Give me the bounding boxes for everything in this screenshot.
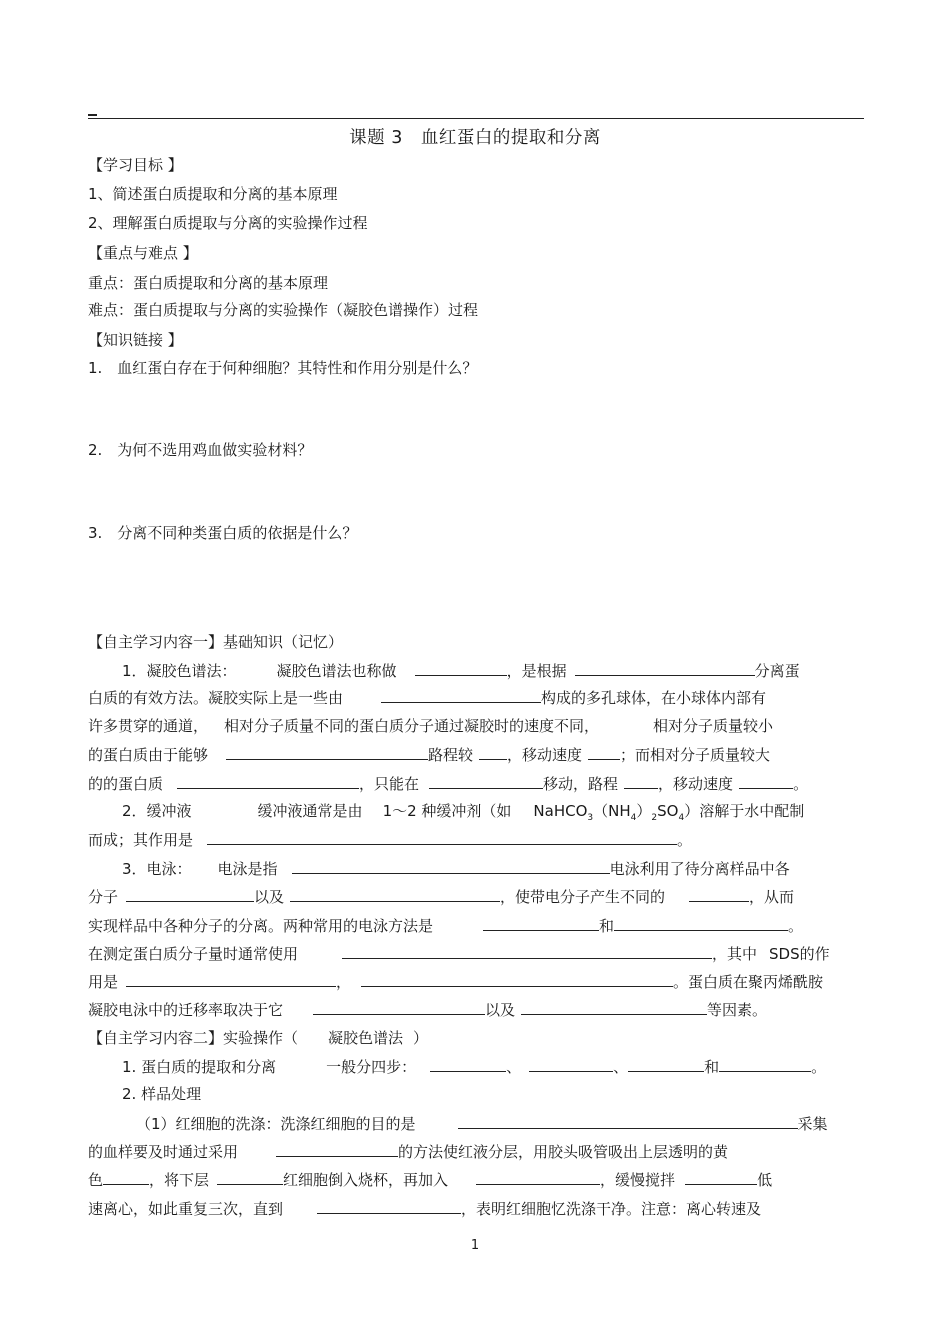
blank[interactable] [458, 1113, 798, 1129]
key-point-2: 难点：蛋白质提取与分离的实验操作（凝胶色谱操作）过程 [88, 301, 479, 319]
gel-line-1: 1．凝胶色谱法： 凝胶色谱法也称做 ，是根据 分离蛋 [122, 662, 800, 680]
blank[interactable] [207, 829, 677, 845]
page-number: 1 [470, 1238, 480, 1253]
blank[interactable] [739, 773, 793, 789]
gel-line-2: 白质的有效方法。凝胶实际上是一些由 构成的多孔球体，在小球体内部有 [88, 689, 767, 707]
blank[interactable] [415, 660, 507, 676]
gel-line-3: 许多贯穿的通道， 相对分子质量不同的蛋白质分子通过凝胶时的速度不同， 相对分子质量较小 [88, 717, 774, 735]
gel-line-4: 的蛋白质由于能够 路程较 ，移动速度 ；而相对分子质量较大 [88, 746, 771, 764]
self-study-1-heading: 【自主学习内容一】基础知识（记忆） [88, 633, 344, 651]
header-mark [88, 114, 97, 116]
blank[interactable] [292, 858, 610, 874]
blank[interactable] [685, 1169, 757, 1185]
blank[interactable] [290, 886, 500, 902]
question-1: 1. 血红蛋白存在于何种细胞？其特性和作用分别是什么？ [88, 359, 478, 377]
operation-line-1: 1. 蛋白质的提取和分离 一般分四步： 、 、 和 。 [122, 1058, 827, 1076]
goal-1: 1、简述蛋白质提取和分离的基本原理 [88, 185, 338, 203]
blank[interactable] [624, 773, 658, 789]
section-knowledge-link: 【知识链接 】 [88, 331, 183, 349]
blank[interactable] [276, 1141, 398, 1157]
blank[interactable] [126, 886, 254, 902]
blank[interactable] [217, 1169, 283, 1185]
header-rule [88, 118, 864, 119]
electro-line-1: 3．电泳： 电泳是指 电泳利用了待分离样品中各 [122, 860, 790, 878]
wash-line-3: 色 ，将下层 红细胞倒入烧杯，再加入 ，缓慢搅拌 低 [88, 1171, 773, 1189]
blank[interactable] [588, 744, 620, 760]
section-key-points: 【重点与难点 】 [88, 244, 198, 262]
blank[interactable] [103, 1169, 149, 1185]
electro-line-6: 凝胶电泳中的迁移率取决于它 以及 等因素。 [88, 1001, 768, 1019]
blank[interactable] [429, 773, 543, 789]
page-title: 课题 3 血红蛋白的提取和分离 [349, 128, 601, 148]
question-3: 3. 分离不同种类蛋白质的依据是什么？ [88, 524, 358, 542]
blank[interactable] [614, 915, 788, 931]
electro-line-4: 在测定蛋白质分子量时通常使用 ，其中 SDS的作 [88, 945, 830, 963]
blank[interactable] [689, 886, 749, 902]
section-goals: 【学习目标 】 [88, 156, 183, 174]
blank[interactable] [342, 943, 712, 959]
blank[interactable] [226, 744, 428, 760]
blank[interactable] [628, 1056, 704, 1072]
blank[interactable] [479, 744, 507, 760]
blank[interactable] [313, 999, 485, 1015]
wash-line-4: 速离心，如此重复三次，直到 ，表明红细胞忆洗涤干净。注意：离心转速及 [88, 1200, 762, 1218]
blank[interactable] [177, 773, 359, 789]
buffer-line-2: 而成；其作用是 。 [88, 831, 693, 849]
key-point-1: 重点：蛋白质提取和分离的基本原理 [88, 274, 329, 292]
blank[interactable] [317, 1198, 461, 1214]
buffer-line-1: 2．缓冲液 缓冲液通常是由 1～2 种缓冲剂（如 $NaHCO_3(NH_4)_2SO_4$）溶解于水中配制 [122, 802, 805, 823]
goal-2: 2、理解蛋白质提取与分离的实验操作过程 [88, 214, 368, 232]
blank[interactable] [719, 1056, 811, 1072]
electro-line-2: 分子 以及 ，使带电分子产生不同的 ，从而 [88, 888, 795, 906]
operation-line-2: 2. 样品处理 [122, 1085, 202, 1103]
blank[interactable] [361, 971, 673, 987]
blank[interactable] [521, 999, 707, 1015]
blank[interactable] [430, 1056, 506, 1072]
blank[interactable] [483, 915, 599, 931]
question-2: 2. 为何不选用鸡血做实验材料？ [88, 441, 313, 459]
self-study-2-heading: 【自主学习内容二】实验操作（ 凝胶色谱法 ） [88, 1029, 429, 1047]
blank[interactable] [381, 687, 541, 703]
blank[interactable] [476, 1169, 600, 1185]
wash-line-2: 的血样要及时通过采用 的方法使红液分层，用胶头吸管吸出上层透明的黄 [88, 1143, 729, 1161]
blank[interactable] [575, 660, 755, 676]
gel-line-5: 的的蛋白质 ，只能在 移动，路程 ，移动速度 。 [88, 775, 809, 793]
electro-line-5: 用是 ， 。蛋白质在聚丙烯酰胺 [88, 973, 824, 991]
blank[interactable] [126, 971, 336, 987]
blank[interactable] [529, 1056, 613, 1072]
electro-line-3: 实现样品中各种分子的分离。两种常用的电泳方法是 和 。 [88, 917, 804, 935]
wash-line-1: （1）红细胞的洗涤：洗涤红细胞的目的是 采集 [136, 1115, 828, 1133]
